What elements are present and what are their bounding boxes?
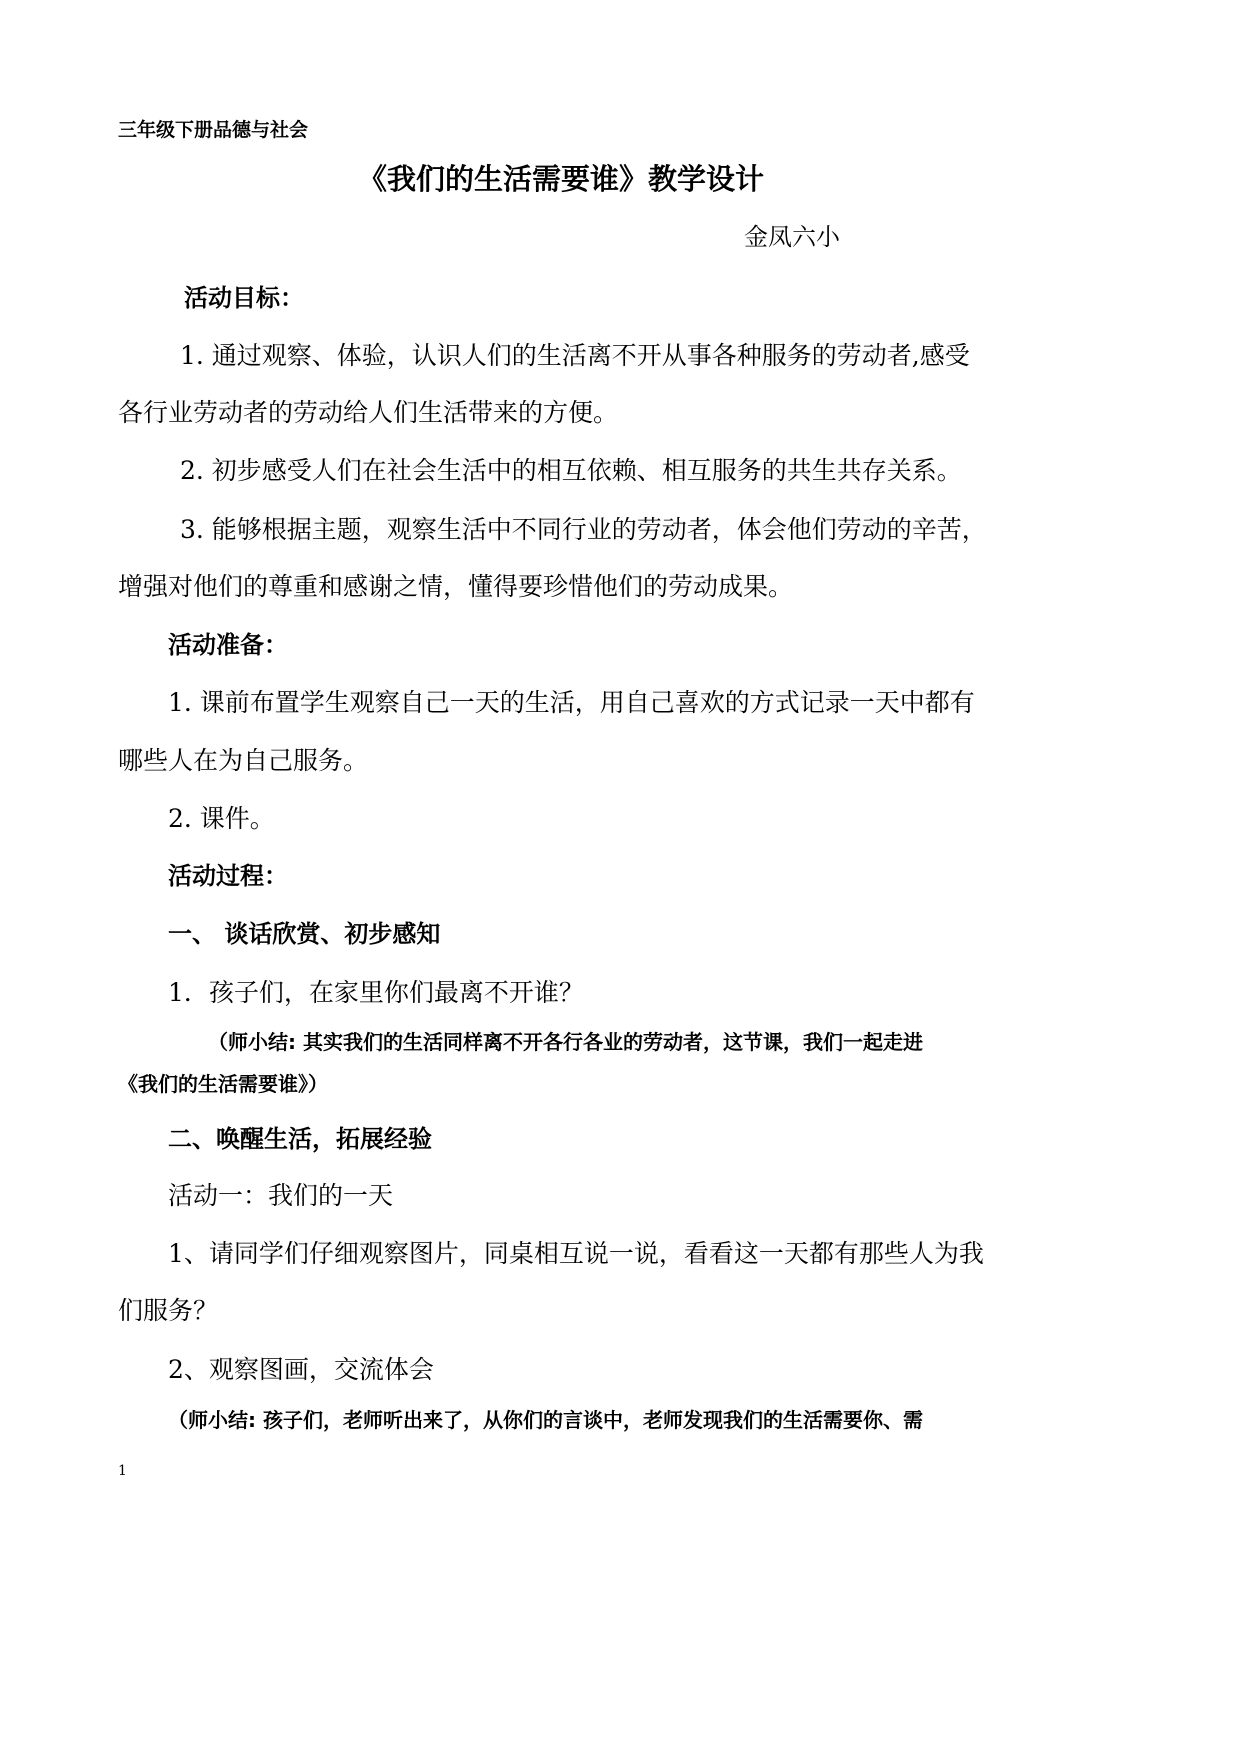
goal-2: 2. 初步感受人们在社会生活中的相互依赖、相互服务的共生共存关系。: [180, 456, 962, 485]
goal-3-line-2: 增强对他们的尊重和感谢之情，懂得要珍惜他们的劳动成果。: [118, 572, 794, 601]
course-label: 三年级下册品德与社会: [118, 119, 309, 141]
activity-1-step-2: 2、观察图画，交流体会: [168, 1355, 434, 1384]
activity-1-title: 活动一：我们的一天: [168, 1181, 394, 1210]
part-1-heading: 一、 谈话欣赏、初步感知: [168, 920, 441, 948]
author-school: 金凤六小: [744, 223, 840, 251]
document-title: 《我们的生活需要谁》教学设计: [358, 162, 765, 196]
activity-1-step-1-line-2: 们服务？: [118, 1296, 219, 1325]
process-heading: 活动过程：: [168, 862, 288, 890]
prep-1-line-1: 1. 课前布置学生观察自己一天的生活，用自己喜欢的方式记录一天中都有: [168, 688, 975, 717]
part-2-summary: （师小结: 孩子们，老师听出来了，从你们的言谈中，老师发现我们的生活需要你、需: [168, 1408, 923, 1432]
goal-1-line-1: 1. 通过观察、体验，认识人们的生活离不开从事各种服务的劳动者,感受: [180, 341, 970, 370]
prep-heading: 活动准备：: [168, 631, 288, 659]
page-number: 1: [118, 1463, 127, 1479]
goals-heading: 活动目标：: [184, 284, 304, 312]
prep-1-line-2: 哪些人在为自己服务。: [118, 746, 369, 775]
part-1-summary-line-2: 《我们的生活需要谁》）: [118, 1072, 328, 1096]
activity-1-step-1-line-1: 1、请同学们仔细观察图片，同桌相互说一说，看看这一天都有那些人为我: [168, 1239, 984, 1268]
part-1-question: 1．孩子们，在家里你们最离不开谁？: [168, 978, 584, 1007]
goal-1-line-2: 各行业劳动者的劳动给人们生活带来的方便。: [118, 398, 619, 427]
goal-3-line-1: 3. 能够根据主题，观察生活中不同行业的劳动者，体会他们劳动的辛苦，: [180, 515, 987, 544]
part-2-heading: 二、唤醒生活，拓展经验: [168, 1125, 432, 1153]
prep-2: 2. 课件。: [168, 804, 275, 833]
part-1-summary-line-1: （师小结: 其实我们的生活同样离不开各行各业的劳动者，这节课，我们一起走进: [208, 1030, 923, 1054]
